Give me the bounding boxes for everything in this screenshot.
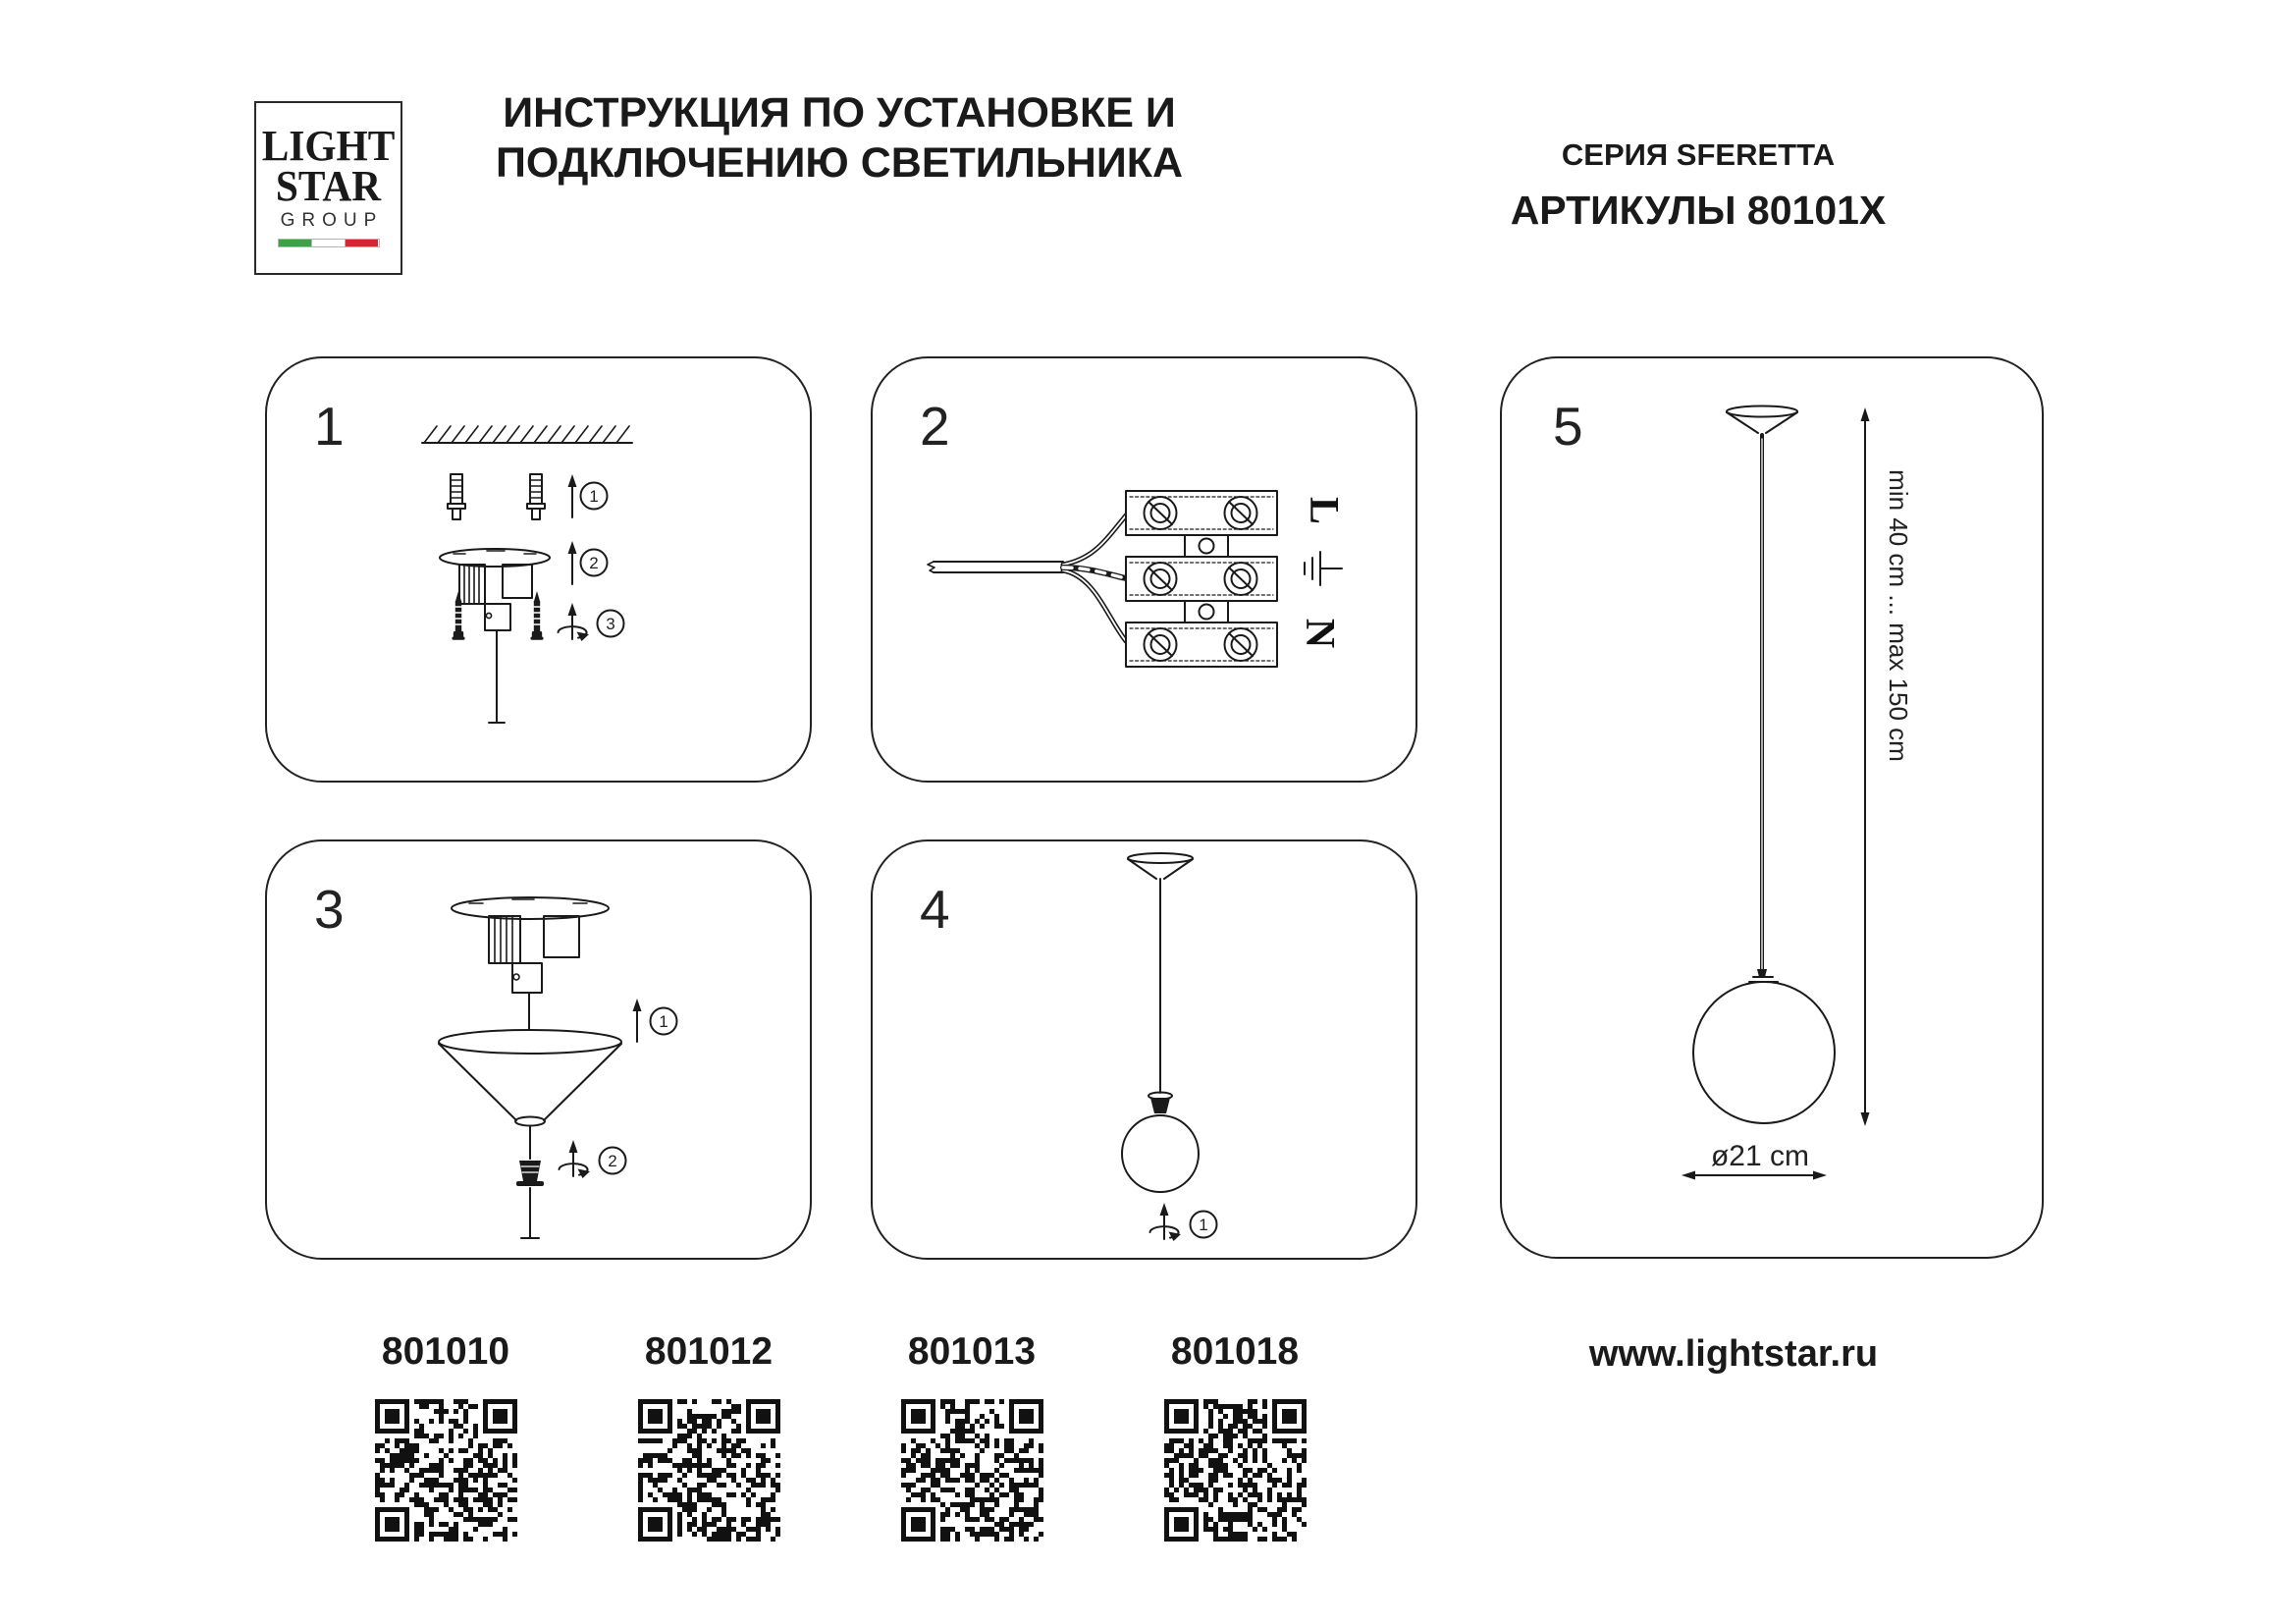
cone-canopy: [1128, 853, 1193, 879]
svg-text:2: 2: [608, 1152, 617, 1170]
rotate-icon: [559, 603, 590, 641]
lightstar-logo: [254, 101, 402, 275]
step-2-badge: [600, 1148, 626, 1174]
panel-2-number: 2: [920, 396, 950, 457]
series-label: СЕРИЯ SFERETTA: [1561, 137, 1836, 172]
title-line-2: ПОДКЛЮЧЕНИЮ СВЕТИЛЬНИКА: [495, 138, 1184, 187]
panel-1-number: 1: [314, 396, 345, 457]
arrow-up-icon: [633, 999, 642, 1042]
terminal-row-live: [1126, 491, 1277, 535]
live-label: L: [1301, 496, 1346, 525]
qr-code: [375, 1399, 517, 1542]
cone-canopy: [1727, 406, 1797, 434]
mounting-bracket: [452, 897, 609, 1030]
wall-plug-icon: [527, 474, 545, 519]
cord-grip: [516, 1161, 544, 1186]
height-dimension-arrow: [1861, 407, 1870, 1126]
arrow-up-icon: [568, 474, 577, 517]
dimensions-panel: [1500, 356, 2044, 1259]
step-1-badge: [1191, 1212, 1217, 1238]
glass-sphere: [1693, 982, 1835, 1123]
logo-group: GROUP: [280, 209, 384, 231]
page-title: [412, 88, 1266, 188]
panel-3-number: 3: [314, 879, 345, 940]
svg-text:2: 2: [589, 554, 599, 572]
cone-canopy: [439, 1030, 621, 1126]
rotate-icon: [1150, 1203, 1182, 1241]
supply-cable: [928, 515, 1126, 641]
qr-code: [1164, 1399, 1307, 1542]
website-link: www.lightstar.ru: [1588, 1333, 1879, 1375]
step-panel-4: [871, 839, 1417, 1260]
panel-5-number: 5: [1553, 396, 1583, 457]
logo-star: STAR: [275, 161, 382, 210]
step-panel-3: [265, 839, 812, 1260]
arrow-up-icon: [568, 541, 577, 584]
step-3-badge: [598, 611, 624, 637]
svg-text:1: 1: [589, 487, 599, 506]
qr-code: [901, 1399, 1043, 1542]
ceiling-hatch-icon: [422, 426, 632, 443]
diameter-label: ø21 cm: [1710, 1140, 1810, 1172]
terminal-row-neutral: [1126, 623, 1277, 667]
screw-icon: [453, 591, 465, 640]
qr-code: [638, 1399, 780, 1542]
panel-4-number: 4: [920, 879, 950, 940]
article-number: 801012: [644, 1330, 774, 1373]
step-2-badge: [581, 550, 608, 576]
terminal-block: [1126, 491, 1277, 667]
terminal-row-earth: [1126, 557, 1277, 601]
articles-label: АРТИКУЛЫ 80101X: [1510, 188, 1887, 233]
logo-light: LIGHT: [261, 122, 396, 170]
glass-sphere: [1122, 1115, 1199, 1192]
article-number: 801013: [907, 1330, 1037, 1373]
sphere-collar: [1749, 969, 1778, 982]
italian-flag-icon: [278, 239, 380, 247]
rotate-icon: [560, 1140, 591, 1178]
svg-text:3: 3: [606, 615, 615, 633]
step-panel-1: [265, 356, 812, 783]
lamp-socket: [1148, 1093, 1172, 1114]
article-number: 801018: [1170, 1330, 1300, 1373]
svg-text:1: 1: [1199, 1216, 1208, 1234]
height-range-label: min 40 cm ... max 150 cm: [1884, 469, 1913, 762]
step-panel-2: [871, 356, 1417, 783]
neutral-label: N: [1297, 618, 1342, 649]
article-number: 801010: [381, 1330, 510, 1373]
step-1-badge: [581, 483, 608, 510]
wall-plug-icon: [448, 474, 465, 519]
title-line-1: ИНСТРУКЦИЯ ПО УСТАНОВКЕ И: [503, 89, 1176, 136]
svg-text:1: 1: [659, 1012, 668, 1031]
earth-icon: [1305, 552, 1342, 585]
step-1-badge: [651, 1008, 677, 1035]
